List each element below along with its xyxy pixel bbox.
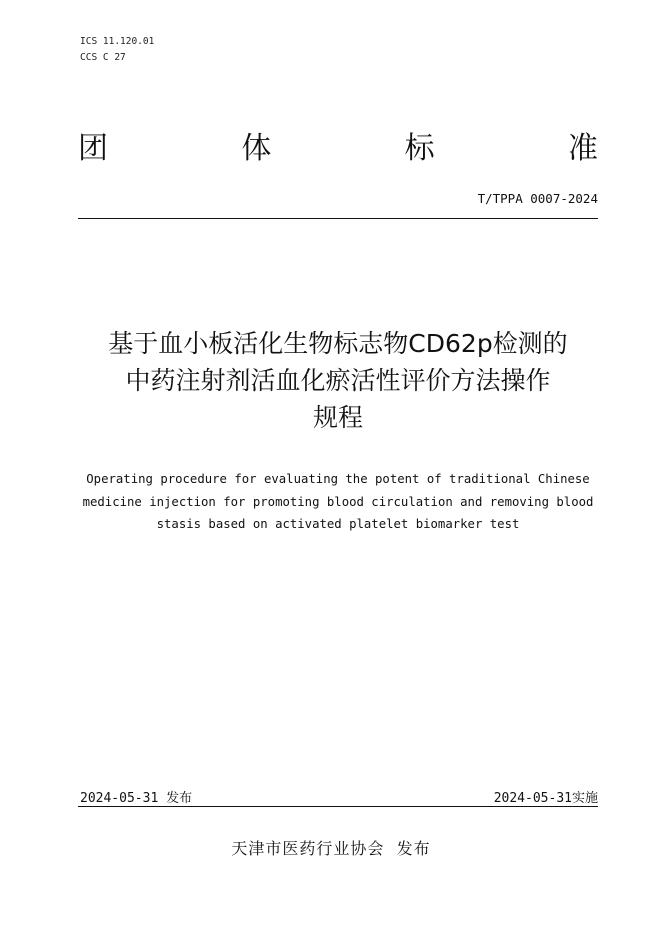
publish-label: 发布: [166, 791, 193, 806]
standard-type-char: 团: [78, 131, 108, 166]
english-title-line: stasis based on activated platelet biomarker test: [156, 517, 520, 531]
english-title-line: Operating procedure for evaluating the potent of traditional Chinese: [86, 472, 590, 486]
standard-type-char: 准: [567, 131, 598, 166]
footer-divider: [78, 806, 598, 807]
header-divider: [78, 218, 598, 219]
implement-label: 实施: [571, 791, 598, 806]
classification-codes: [80, 34, 154, 66]
publish-date-line: [80, 787, 192, 806]
publish-date: 2024-05-31: [80, 791, 159, 806]
implement-date: 2024-05-31: [493, 791, 572, 806]
ccs-code: CCS C 27: [80, 52, 126, 63]
standard-type-heading: [78, 128, 598, 170]
chinese-title-line: 规程: [312, 403, 363, 432]
ics-code: ICS 11.120.01: [80, 36, 155, 47]
publisher-line: 天津市医药行业协会 发布: [231, 839, 431, 858]
english-title: [60, 468, 616, 536]
chinese-title: [60, 325, 616, 436]
standard-type-char: 标: [404, 131, 435, 166]
standard-type-char: 体: [241, 131, 272, 166]
english-title-line: medicine injection for promoting blood circulation and removing blood: [82, 494, 594, 509]
chinese-title-line: 基于血小板活化生物标志物CD62p检测的: [108, 329, 568, 358]
chinese-title-line: 中药注射剂活血化瘀活性评价方法操作: [125, 366, 551, 395]
implement-date-line: [494, 787, 598, 806]
standard-number: T/TPPA 0007-2024: [477, 191, 598, 206]
